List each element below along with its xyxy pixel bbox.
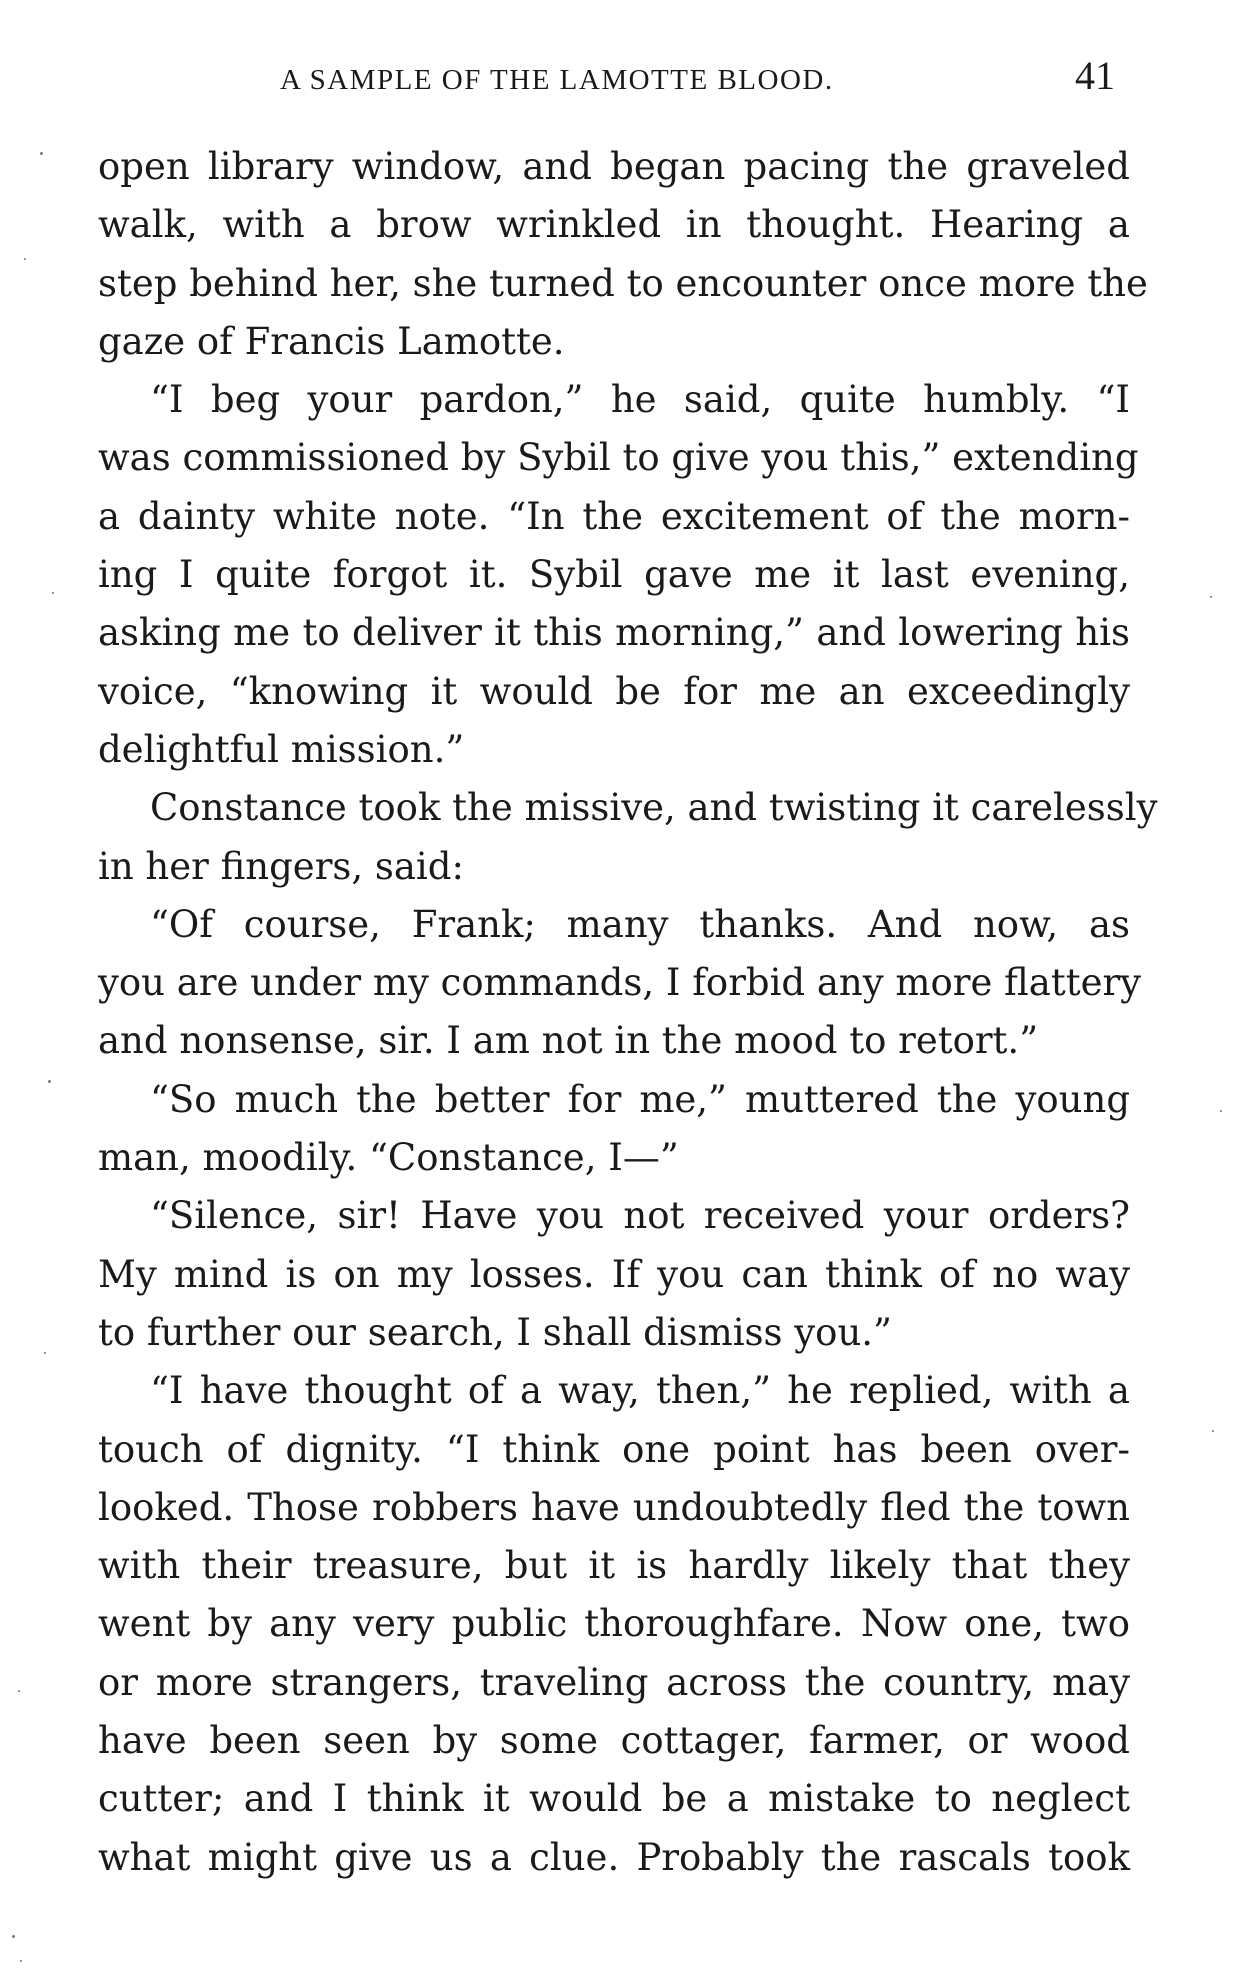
text-line: a dainty white note. “In the excitement of the morn- — [98, 494, 1130, 538]
text-line: and nonsense, sir. I am not in the mood to retort.” — [98, 1019, 1039, 1063]
dust-speck — [1220, 1110, 1222, 1112]
text-line: “Of course, Frank; many thanks. And now, as — [150, 902, 1130, 946]
dust-speck — [20, 1960, 22, 1962]
text-line: step behind her, she turned to encounter once more the — [98, 261, 1148, 305]
text-line: cutter; and I think it would be a mistake to neglect — [98, 1777, 1130, 1821]
text-line: man, moodily. “Constance, I—” — [98, 1136, 679, 1180]
dust-speck — [52, 592, 54, 594]
text-line: you are under my commands, I forbid any more flattery — [98, 961, 1142, 1005]
dust-speck — [1210, 596, 1212, 598]
body-text — [98, 138, 1158, 1887]
dust-speck — [1212, 1430, 1214, 1432]
page-number: 41 — [1075, 53, 1115, 98]
text-line: to further our search, I shall dismiss you.” — [98, 1310, 892, 1354]
text-line: went by any very public thoroughfare. Now one, two — [98, 1602, 1130, 1646]
text-line: “I have thought of a way, then,” he replied, with a — [150, 1369, 1130, 1413]
dust-speck — [24, 258, 26, 260]
text-line: “Silence, sir! Have you not received your orders? — [150, 1194, 1130, 1238]
dust-speck — [12, 1935, 15, 1938]
text-line: walk, with a brow wrinkled in thought. Hearing a — [98, 203, 1130, 247]
text-line: “So much the better for me,” muttered the young — [150, 1077, 1130, 1121]
text-line: “I beg your pardon,” he said, quite humbly. “I — [150, 378, 1130, 422]
text-line: open library window, and began pacing the graveled — [98, 145, 1130, 188]
text-line: gaze of Francis Lamotte. — [98, 319, 565, 363]
dust-speck — [40, 152, 43, 155]
text-line: or more strangers, traveling across the country, may — [98, 1660, 1130, 1704]
text-line: delightful mission.” — [98, 727, 465, 771]
dust-speck — [44, 1352, 46, 1354]
text-line: asking me to deliver it this morning,” and lowering his — [98, 611, 1130, 655]
text-line: have been seen by some cottager, farmer, or wood — [98, 1719, 1130, 1763]
text-line: in her fingers, said: — [98, 844, 464, 888]
text-line: Constance took the missive, and twisting it carelessly — [150, 786, 1158, 830]
text-line: looked. Those robbers have undoubtedly fled the town — [98, 1485, 1130, 1529]
dust-speck — [48, 1080, 51, 1083]
text-line: ing I quite forgot it. Sybil gave me it last evening, — [98, 553, 1130, 597]
text-line: voice, “knowing it would be for me an exceedingly — [98, 669, 1130, 713]
text-line: with their treasure, but it is hardly likely that they — [98, 1544, 1130, 1588]
text-line: what might give us a clue. Probably the rascals took — [98, 1835, 1130, 1879]
dust-speck — [18, 1690, 20, 1692]
running-head: A SAMPLE OF THE LAMOTTE BLOOD. — [280, 64, 834, 96]
text-line: touch of dignity. “I think one point has been over- — [98, 1427, 1130, 1471]
text-line: was commissioned by Sybil to give you this,” extending — [98, 436, 1139, 480]
text-line: My mind is on my losses. If you can think of no way — [98, 1252, 1130, 1296]
